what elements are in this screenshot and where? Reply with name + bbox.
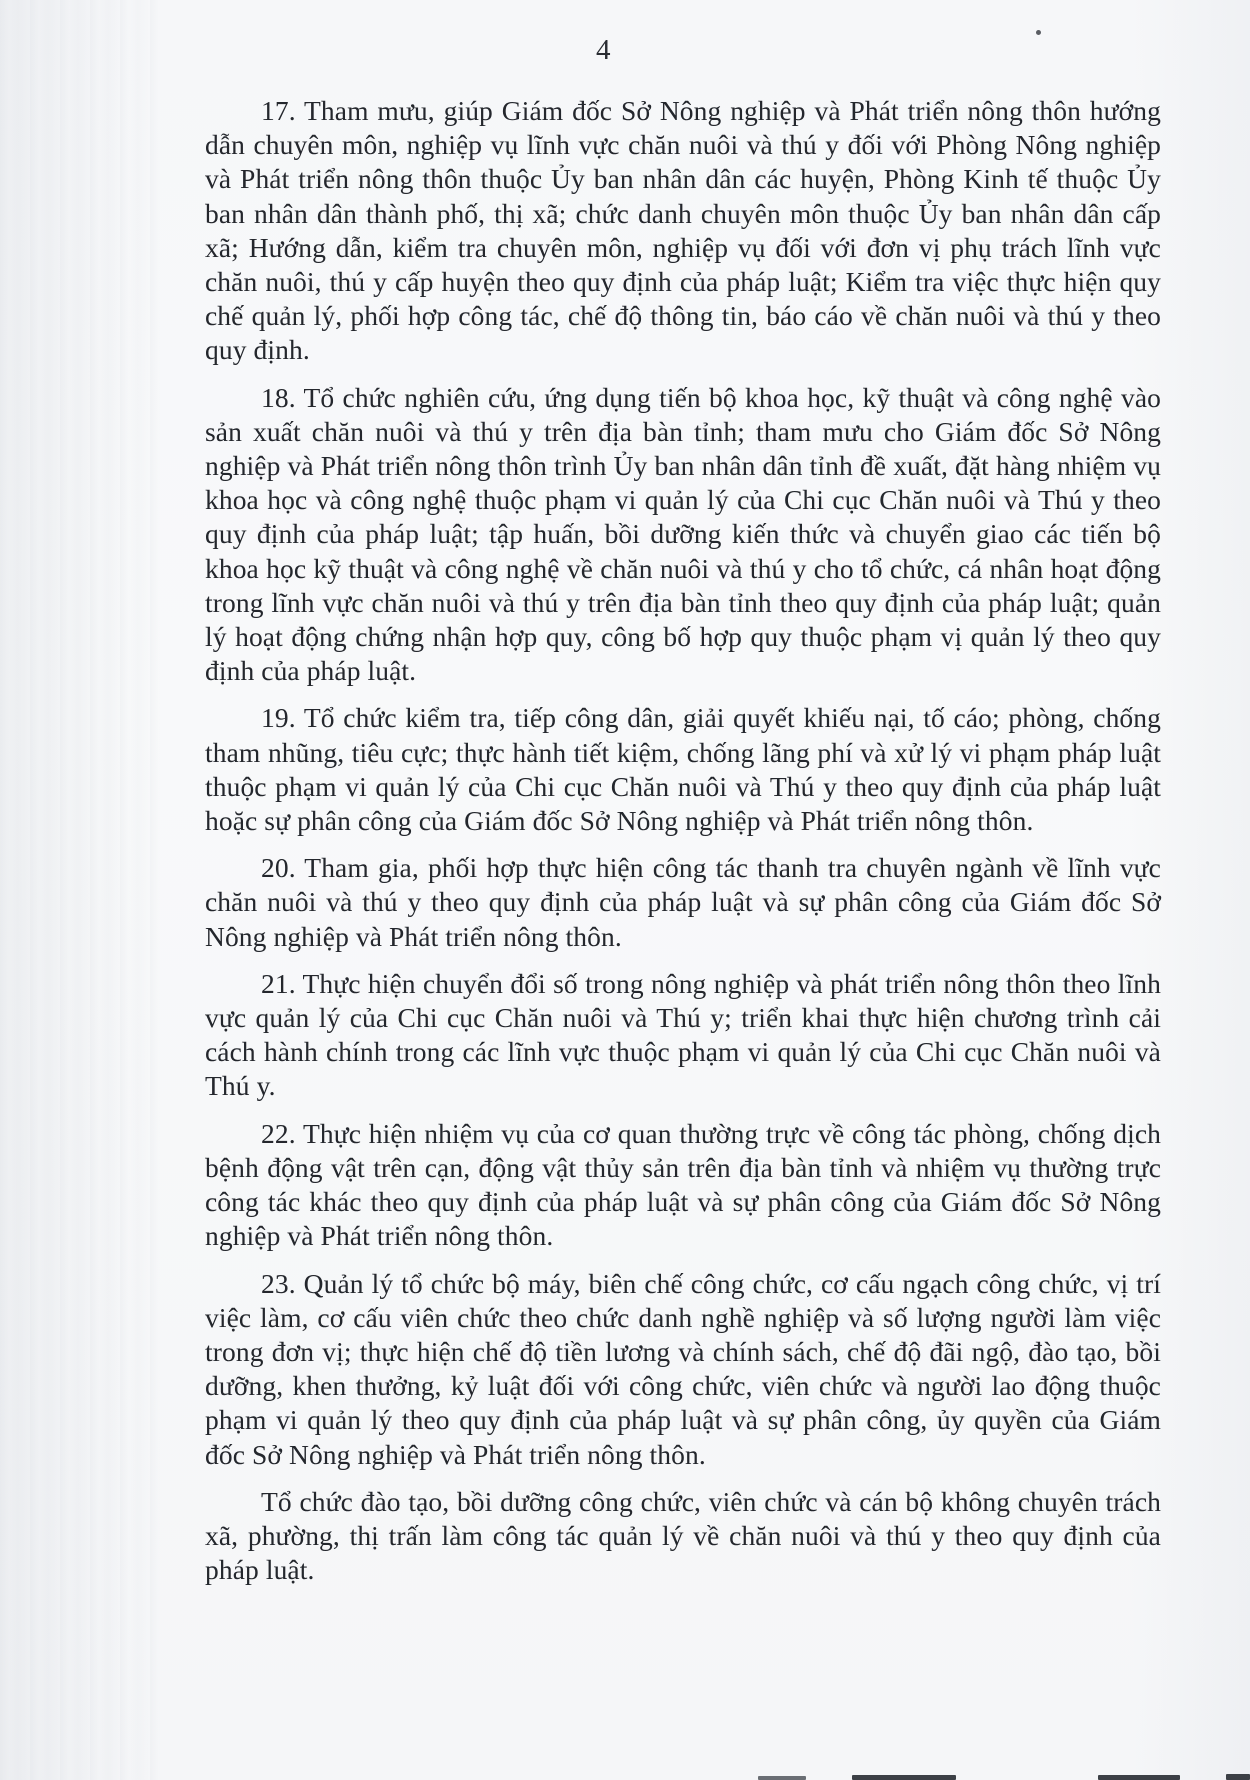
paragraph-20: 20. Tham gia, phối hợp thực hiện công tác thanh tra chuyên ngành về lĩnh vực chăn nuôi và thú y theo quy định của pháp luật và sự phân công của Giám đốc Sở Nông nghiệp và Phát triển nông thôn. [205, 852, 1161, 952]
scan-bottom-edge-artifact [1226, 1774, 1250, 1780]
paragraph-23: 23. Quản lý tổ chức bộ máy, biên chế công chức, cơ cấu ngạch công chức, vị trí việc làm, cơ cấu viên chức theo chức danh nghề nghiệp và số lượng người làm việc trong đơn vị; thực hiện chế độ tiền lương và chính sách, chế độ đãi ngộ, đào tạo, bồi dưỡng, khen thưởng, kỷ luật đối với công chức, viên chức và người lao động thuộc phạm vi quản lý theo quy định của pháp luật và sự phân công, ủy quyền của Giám đốc Sở Nông nghiệp và Phát triển nông thôn. [205, 1267, 1161, 1470]
scan-bottom-edge-artifact [852, 1775, 956, 1780]
paragraph-19: 19. Tổ chức kiểm tra, tiếp công dân, giải quyết khiếu nại, tố cáo; phòng, chống tham nhũng, tiêu cực; thực hành tiết kiệm, chống lãng phí và xử lý vi phạm pháp luật thuộc phạm vi quản lý của Chi cục Chăn nuôi và Thú y theo quy định của pháp luật hoặc sự phân công của Giám đốc Sở Nông nghiệp và Phát triển nông thôn. [205, 702, 1161, 837]
scan-bottom-edge-artifact [1098, 1775, 1180, 1780]
paragraph-22: 22. Thực hiện nhiệm vụ của cơ quan thường trực về công tác phòng, chống dịch bệnh động vật trên cạn, động vật thủy sản trên địa bàn tỉnh và nhiệm vụ thường trực công tác khác theo quy định của pháp luật và sự phân công của Giám đốc Sở Nông nghiệp và Phát triển nông thôn. [205, 1117, 1161, 1252]
scan-bottom-edge-artifact [758, 1776, 806, 1780]
paragraph-final: Tổ chức đào tạo, bồi dưỡng công chức, viên chức và cán bộ không chuyên trách xã, phường, thị trấn làm công tác quản lý về chăn nuôi và thú y theo quy định của pháp luật. [205, 1485, 1161, 1586]
corner-dot-mark [1036, 30, 1041, 35]
paragraph-18: 18. Tổ chức nghiên cứu, ứng dụng tiến bộ khoa học, kỹ thuật và công nghệ vào sản xuất chăn nuôi và thú y trên địa bàn tỉnh; tham mưu cho Giám đốc Sở Nông nghiệp và Phát triển nông thôn trình Ủy ban nhân dân tỉnh đề xuất, đặt hàng nhiệm vụ khoa học và công nghệ thuộc phạm vi quản lý của Chi cục Chăn nuôi và Thú y theo quy định của pháp luật; tập huấn, bồi dưỡng kiến thức và chuyển giao các tiến bộ khoa học kỹ thuật và công nghệ về chăn nuôi và thú y cho tổ chức, cá nhân hoạt động trong lĩnh vực chăn nuôi và thú y trên địa bàn tỉnh theo quy định của pháp luật; quản lý hoạt động chứng nhận hợp quy, công bố hợp quy thuộc phạm vị quản lý theo quy định của pháp luật. [205, 381, 1161, 687]
paragraph-21: 21. Thực hiện chuyển đổi số trong nông nghiệp và phát triển nông thôn theo lĩnh vực quản lý của Chi cục Chăn nuôi và Thú y; triển khai thực hiện chương trình cải cách hành chính trong các lĩnh vực thuộc phạm vi quản lý của Chi cục Chăn nuôi và Thú y. [205, 967, 1161, 1102]
paragraph-17: 17. Tham mưu, giúp Giám đốc Sở Nông nghiệp và Phát triển nông thôn hướng dẫn chuyên môn, nghiệp vụ lĩnh vực chăn nuôi và thú y đối với Phòng Nông nghiệp và Phát triển nông thôn thuộc Ủy ban nhân dân các huyện, Phòng Kinh tế thuộc Ủy ban nhân dân thành phố, thị xã; chức danh chuyên môn thuộc Ủy ban nhân dân cấp xã; Hướng dẫn, kiểm tra chuyên môn, nghiệp vụ đối với đơn vị phụ trách lĩnh vực chăn nuôi, thú y cấp huyện theo quy định của pháp luật; Kiểm tra việc thực hiện quy chế quản lý, phối hợp công tác, chế độ thông tin, báo cáo về chăn nuôi và thú y theo quy định. [205, 95, 1161, 366]
scan-streak-artifact [0, 0, 160, 1780]
document-body [205, 94, 1161, 1600]
page-number: 4 [596, 34, 611, 66]
